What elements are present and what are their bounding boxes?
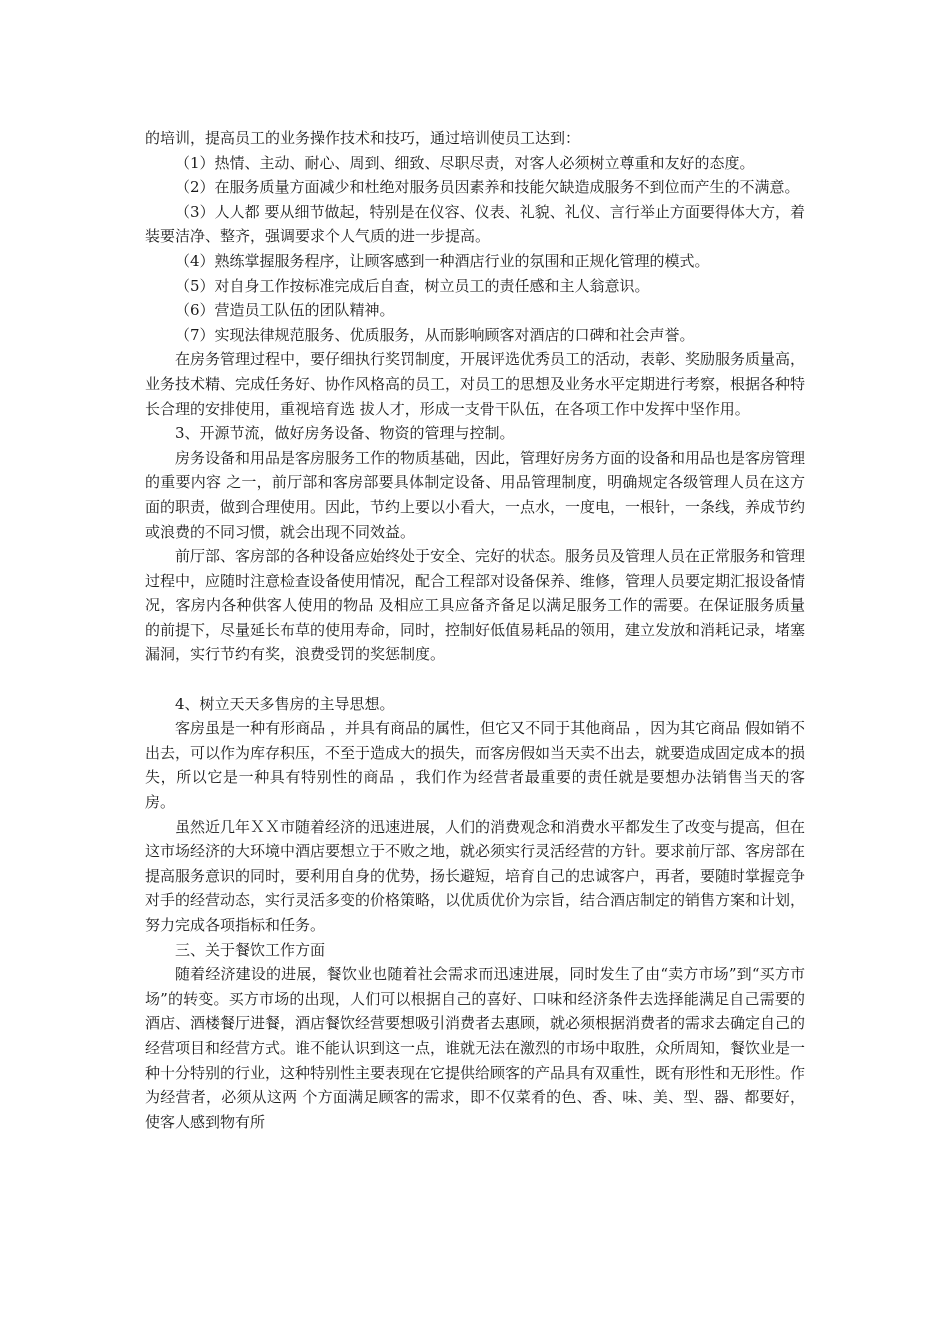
section-heading-3: 3、开源节流，做好房务设备、物资的管理与控制。: [175, 424, 515, 443]
paragraph-training-intro: 的培训，提高员工的业务操作技术和技巧，通过培训使员工达到：: [145, 129, 581, 147]
paragraph-equipment-safety: 前厅部、客房部的各种设备应始终处于安全、完好的状态。服务员及管理人员在正常服务和管理过程中，应随时注意检查设备使用情况，配合工程部对设备保养、维修，管理人员要定期汇报设备情况，客房内各种供客人使用的物品 及相应工具应备齐备足以满足服务工作的需要。在保证服务质量的前提下，尽量延长布草的使用寿命，同时，控制好低值易耗品的领用，建立发放和消耗记录，堵塞漏洞，实行节约有奖，浪费受罚的奖惩制度。: [145, 547, 806, 664]
paragraph-item-7: （7）实现法律规范服务、优质服务，从而影响顾客对酒店的口碑和社会声誉。: [175, 325, 695, 344]
paragraph-equipment-basis: 房务设备和用品是客房服务工作的物质基础，因此，管理好房务方面的设备和用品也是客房管理的重要内容 之一，前厅部和客房部要具体制定设备、用品管理制度，明确规定各级管理人员在这方面的职责，做到合理使用。因此，节约上要以小看大，一点水，一度电，一根针，一条线，养成节约或浪费的不同习惯，就会出现不同效益。: [145, 448, 806, 541]
paragraph-item-6: （6）营造员工队伍的团队精神。: [175, 301, 395, 320]
paragraph-catering-market: 随着经济建设的进展，餐饮业也随着社会需求而迅速进展，同时发生了由“卖方市场”到“买方市场”的转变。买方市场的出现，人们可以根据自己的喜好、口味和经济条件去选择能满足自己需要的酒店、酒楼餐厅进餐，酒店餐饮经营要想吸引消费者去惠顾，就必须根据消费者的需求去确定自己的经营项目和经营方式。谁不能认识到这一点，谁就无法在激烈的市场中取胜，众所周知，餐饮业是一种十分特别的行业，这种特别性主要表现在它提供给顾客的产品具有双重性，既有形性和无形性。作为经营者，必须从这两 个方面满足顾客的需求，即不仅菜肴的色、香、味、美、型、器、都要好，使客人感到物有所: [145, 965, 806, 1131]
paragraph-room-commodity: 客房虽是一种有形商品 ，并具有商品的属性，但它又不同于其他商品 ，因为其它商品 假如销不出去，可以作为库存积压，不至于造成大的损失，而客房假如当天卖不出去，就要造成固定成本的损失，所以它是一种具有特别性的商品 ，我们作为经营者最重要的责任就是要想办法销售当天的客房。: [145, 719, 806, 812]
document-page: [145, 126, 805, 1134]
section-heading-catering: 三、关于餐饮工作方面: [175, 940, 326, 959]
section-heading-4: 4、树立天天多售房的主导思想。: [175, 694, 395, 713]
paragraph-reward-system: 在房务管理过程中，要仔细执行奖罚制度，开展评选优秀员工的活动，表彰、奖励服务质量高，业务技术精、完成任务好、协作风格高的员工，对员工的思想及业务水平定期进行考察，根据各种特长合理的安排使用，重视培育选 拔人才，形成一支骨干队伍，在各项工作中发挥中坚作用。: [145, 350, 806, 418]
paragraph-market-strategy: 虽然近几年ＸＸ市随着经济的迅速进展，人们的消费观念和消费水平都发生了改变与提高，但在这市场经济的大环境中酒店要想立于不败之地，就必须实行灵活经营的方针。要求前厅部、客房部在提高服务意识的同时，要利用自身的优势，扬长避短，培育自己的忠诚客户，再者，要随时掌握竞争对手的经营动态，实行灵活多变的价格策略，以优质优价为宗旨，结合酒店制定的销售方案和计划，努力完成各项指标和任务。: [145, 817, 806, 934]
paragraph-item-1: （1）热情、主动、耐心、周到、细致、尽职尽责，对客人必须树立尊重和友好的态度。: [175, 153, 755, 172]
paragraph-item-3: （3）人人都 要从细节做起，特别是在仪容、仪表、礼貌、礼仪、言行举止方面要得体大方，着装要洁净、整齐，强调要求个人气质的进一步提高。: [145, 202, 805, 246]
paragraph-item-4: （4）熟练掌握服务程序，让顾客感到一种酒店行业的氛围和正规化管理的模式。: [175, 251, 710, 270]
paragraph-item-2: （2）在服务质量方面减少和杜绝对服务员因素养和技能欠缺造成服务不到位而产生的不满意。: [175, 178, 800, 197]
blank-line: [145, 667, 805, 692]
paragraph-item-5: （5）对自身工作按标准完成后自查，树立员工的责任感和主人翁意识。: [175, 276, 650, 295]
